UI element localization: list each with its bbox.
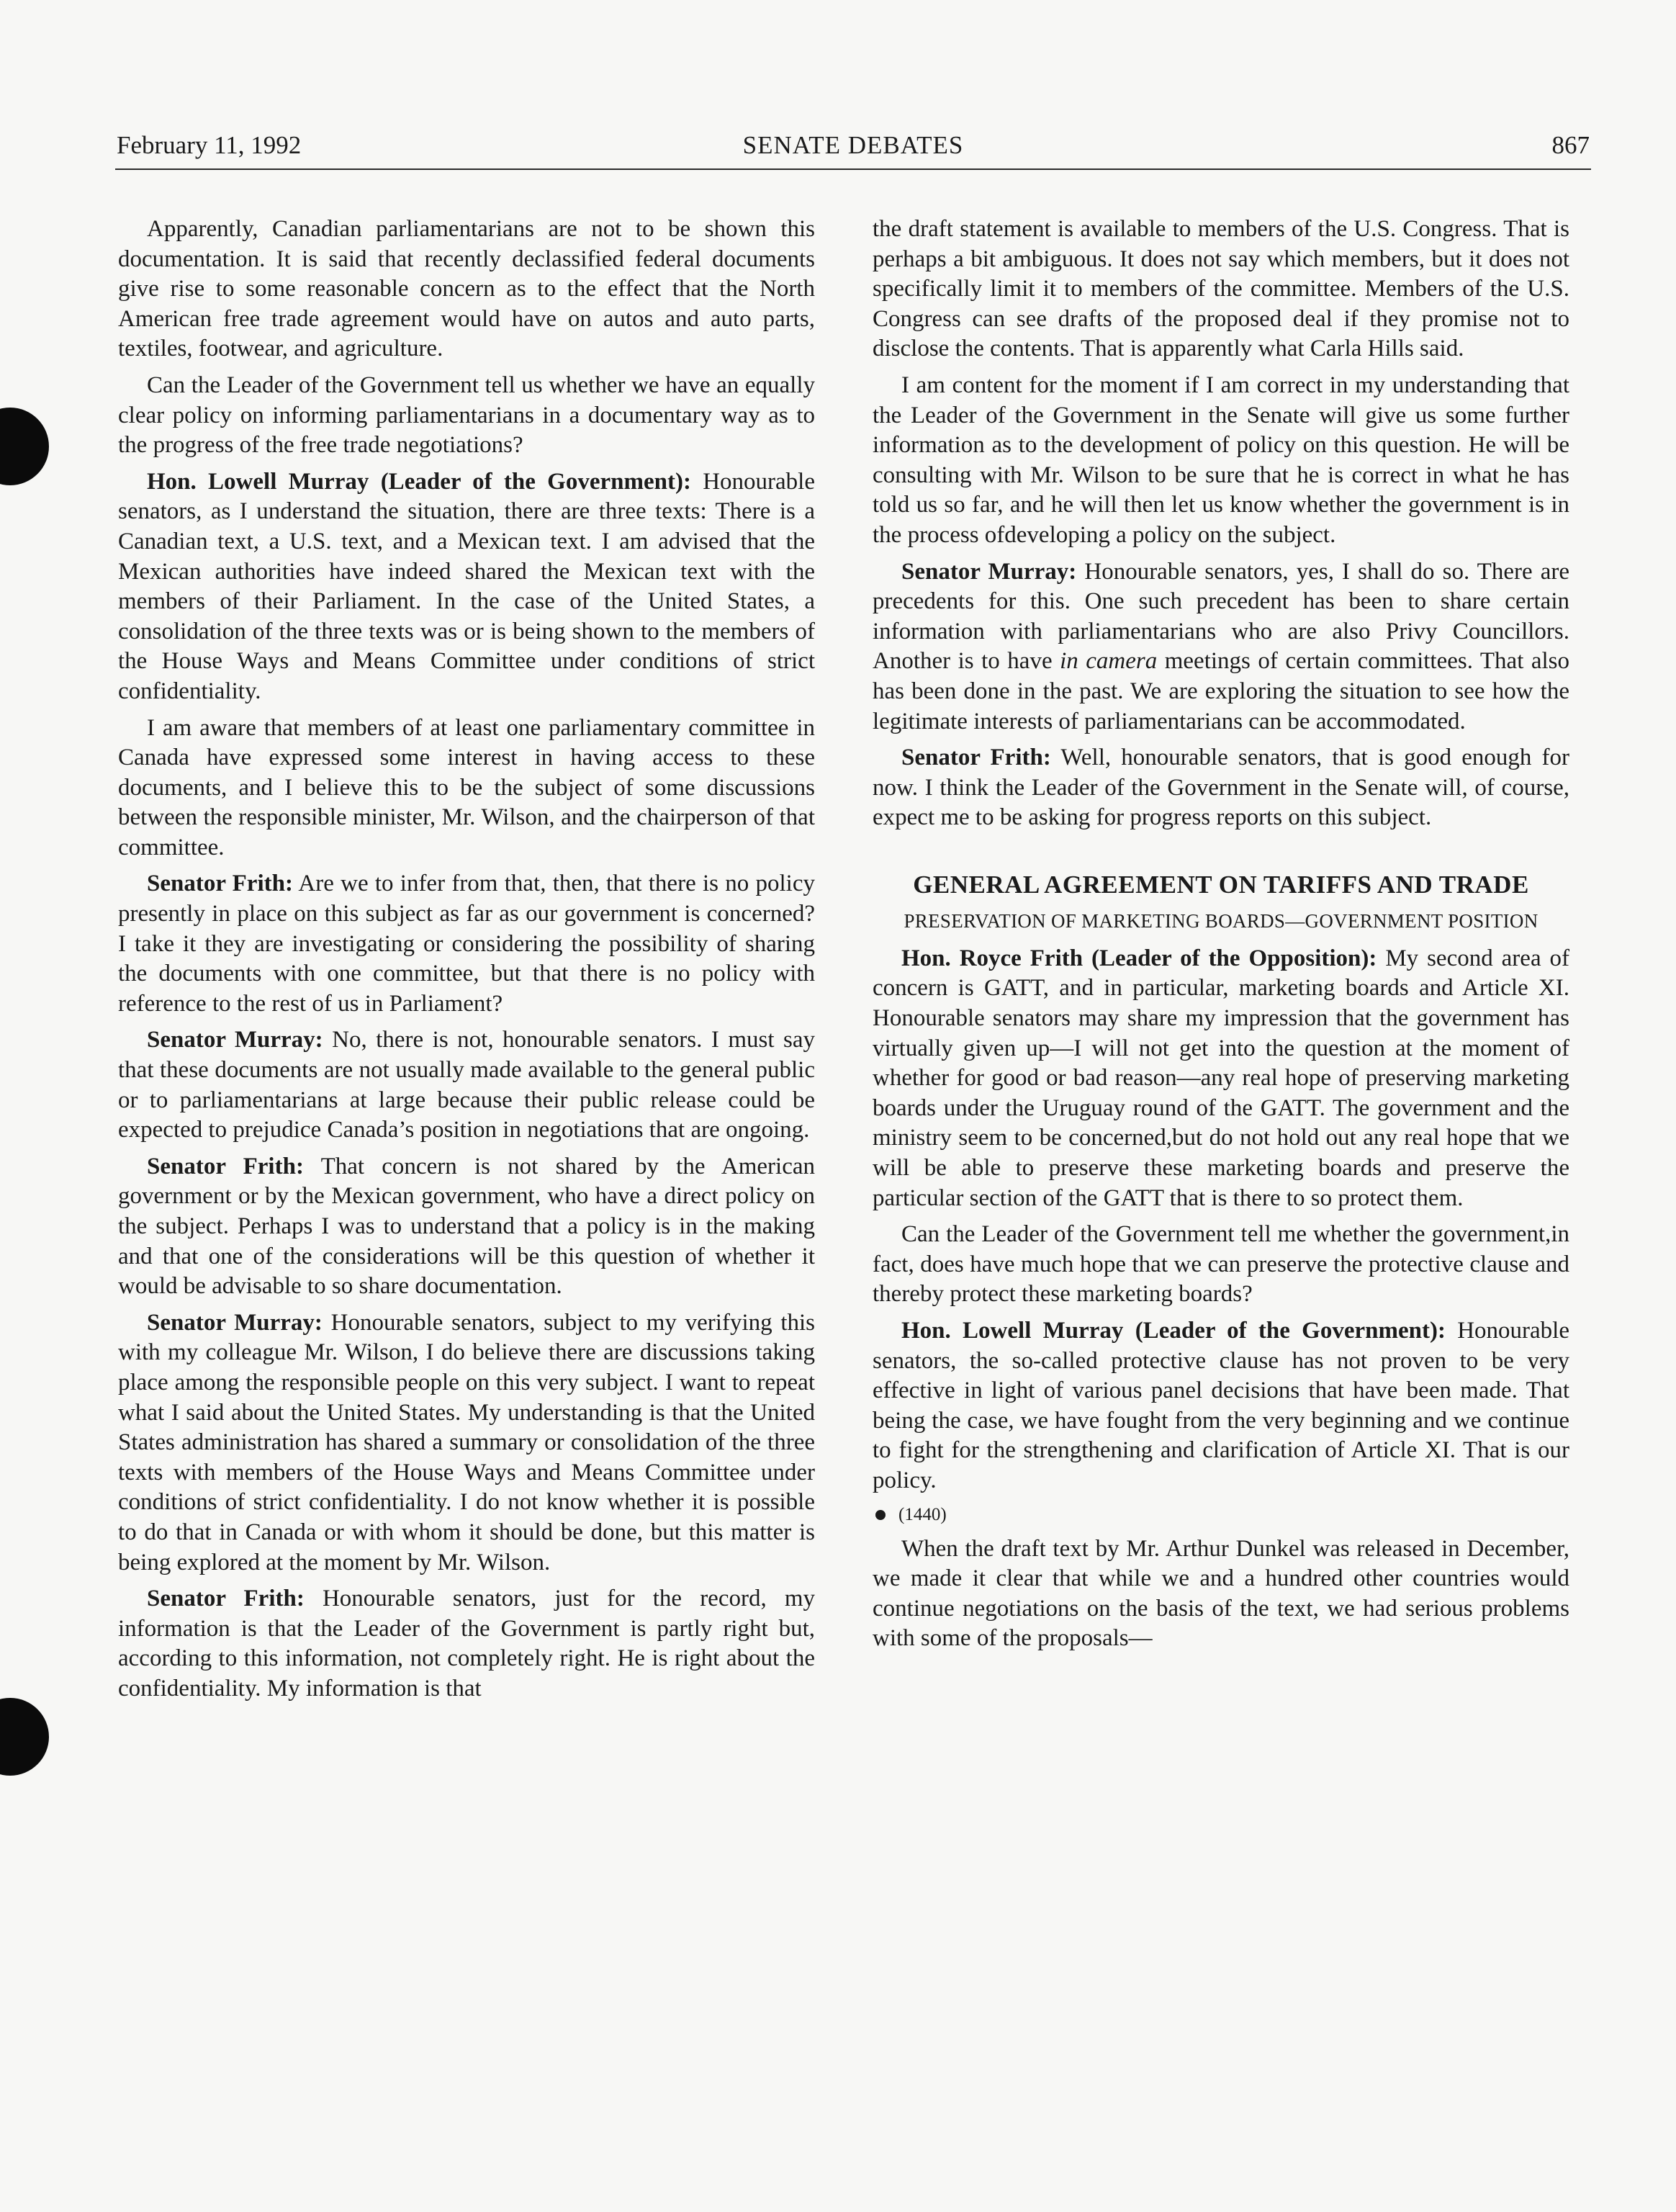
- speaker-name: Hon. Royce Frith (Leader of the Opposition):: [901, 945, 1377, 971]
- speaker-name: Senator Frith:: [147, 1586, 305, 1612]
- paragraph: [118, 714, 815, 863]
- paragraph: [873, 1316, 1569, 1496]
- speaker-name: Senator Murray:: [901, 558, 1077, 585]
- section-heading: GENERAL AGREEMENT ON TARIFFS AND TRADE: [913, 870, 1529, 899]
- paragraph-text: Can the Leader of the Government tell me whether the government,in fact, does have much hope that we can preserve the protective clause and thereby protect these marketing boards?: [873, 1221, 1569, 1308]
- paragraph: [873, 1220, 1569, 1310]
- paragraph-text: Well, honourable senators, that is good enough for now. I think the Leader of the Government in the Senate will, of course, expect me to be asking for progress reports on this subject.: [873, 745, 1570, 831]
- paragraph: [118, 1584, 815, 1704]
- left-column: [118, 215, 815, 1711]
- paragraph-text: I am aware that members of at least one parliamentary committee in Canada have expressed some interest in having access to these documents, and I believe this to be the subject of some discussions between the responsible minister, Mr. Wilson, and the chairperson of that committee.: [118, 714, 815, 860]
- paragraph: [118, 467, 815, 707]
- paragraph-text: I am content for the moment if I am correct in my understanding that the Leader of the Government in the Senate will give us some further information as to the development of policy on this question. He will be consulting with Mr. Wilson to be sure that he is correct in what he has told us so far, and he will then let us know whether the government is in the process ofdeveloping a policy on the subject.: [873, 372, 1569, 548]
- paragraph: [873, 1534, 1569, 1654]
- paragraph-text: Can the Leader of the Government tell us whether we have an equally clear policy on informing parliamentarians in a documentary way as to the progress of the free trade negotiations?: [118, 372, 815, 459]
- paragraph-text: Honourable senators, yes, I shall do so. There are precedents for this. One such precedent has been to share certain information with parliamentarians who are also Privy Councillors. Another is to have: [873, 558, 1569, 675]
- header-page-number: 867: [1551, 131, 1590, 159]
- italic-phrase: in camera: [1060, 648, 1158, 675]
- speaker-name: Senator Frith:: [901, 745, 1051, 771]
- paragraph: [118, 1025, 815, 1145]
- paragraph-text: No, there is not, honourable senators. I must say that these documents are not usually made available to the general public or to parliamentarians at large because their public release could be expected to prejudice Canada’s position in negotiations that are ongoing.: [118, 1027, 815, 1143]
- paragraph: [873, 743, 1569, 833]
- bullet-icon: [875, 1510, 886, 1520]
- binder-hole-bottom: [0, 1698, 49, 1776]
- speaker-name: Senator Frith:: [147, 871, 293, 897]
- paragraph-continuation: the draft statement is available to members of the U.S. Congress. That is perhaps a bit ambiguous. It does not say which members, but it does not specifically limit it to members of the committee. Members of the U.S. Congress can see drafts of the proposed deal if they promise not to disclose the contents. That is apparently what Carla Hills said.: [873, 216, 1569, 362]
- binder-hole-top: [0, 408, 49, 485]
- page-header: [115, 130, 1591, 170]
- speaker-name: Hon. Lowell Murray (Leader of the Government):: [901, 1318, 1446, 1344]
- time-marker: [873, 1503, 1569, 1527]
- paragraph: [118, 215, 815, 364]
- speaker-name: Senator Murray:: [147, 1027, 323, 1053]
- paragraph: [873, 944, 1569, 1213]
- paragraph: [118, 371, 815, 461]
- right-column: [873, 215, 1569, 1660]
- speaker-name: Senator Frith:: [147, 1153, 304, 1179]
- header-date: February 11, 1992: [117, 131, 302, 159]
- paragraph-text: Honourable senators, just for the record, my information is that the Leader of the Government is partly right but, according to this information, not completely right. He is right about the confidentiality. My information is that: [118, 1586, 816, 1701]
- paragraph-text: Are we to infer from that, then, that there is no policy presently in place on this subject as far as our government is concerned? I take it they are investigating or considering the possibility of sharing the documents with one committee, but that there is no policy with reference to the rest of us in Parliament?: [118, 871, 815, 1017]
- paragraph-text: My second area of concern is GATT, and in particular, marketing boards and Article XI. Honourable senators may share my impression that the government has virtually given up—I will not get into the question at the moment of whether for good or bad reason—any real hope of preserving marketing boards under the Uruguay round of the GATT. The government and the ministry seem to be concerned,but do not hold out any real hope that we will be able to preserve these marketing boards and preserve the particular section of the GATT that is there to so protect them.: [873, 945, 1570, 1211]
- speaker-name: Senator Murray:: [147, 1309, 323, 1336]
- paragraph-text: That concern is not shared by the American government or by the Mexican government, who have a direct policy on the subject. Perhaps I was to understand that a policy is in the making and that one of the considerations will be this question of whether it would be advisable to so share documentation.: [118, 1153, 815, 1300]
- paragraph: [118, 1152, 815, 1302]
- section-subheading: PRESERVATION OF MARKETING BOARDS—GOVERNMENT POSITION: [904, 909, 1538, 932]
- paragraph-text: When the draft text by Mr. Arthur Dunkel was released in December, we made it clear that while we and a hundred other countries would continue negotiations on the basis of the text, we had serious problems with some of the proposals—: [873, 1535, 1569, 1652]
- paragraph: [118, 1308, 815, 1578]
- paragraph-text: meetings of certain committees. That also has been done in the past. We are exploring the situation to see how the legitimate interests of parliamentarians can be accommodated.: [873, 648, 1570, 734]
- header-title: SENATE DEBATES: [742, 131, 964, 159]
- paragraph: [118, 869, 815, 1019]
- speaker-name: Hon. Lowell Murray (Leader of the Government):: [147, 468, 691, 495]
- paragraph: [873, 557, 1569, 737]
- time-marker-text: (1440): [898, 1504, 947, 1524]
- paragraph-text: Apparently, Canadian parliamentarians are not to be shown this documentation. It is said that recently declassified federal documents give rise to some reasonable concern as to the effect that the North American free trade agreement would have on autos and auto parts, textiles, footwear, and agriculture.: [118, 216, 815, 362]
- paragraph-text: Honourable senators, the so-called protective clause has not proven to be very effective in light of various panel decisions that have been made. That being the case, we have fought from the very beginning and we continue to fight for the strengthening and clarification of Article XI. That is our policy.: [873, 1318, 1569, 1493]
- paragraph-text: Honourable senators, as I understand the situation, there are three texts: There is a Canadian text, a U.S. text, and a Mexican text. I am advised that the Mexican authorities have indeed shared the Mexican text with the members of their Parliament. In the case of the United States, a consolidation of the three texts was or is being shown to the members of the House Ways and Means Committee under conditions of strict confidentiality.: [118, 468, 815, 704]
- paragraph: [873, 371, 1569, 551]
- paragraph-text: Honourable senators, subject to my verifying this with my colleague Mr. Wilson, I do believe there are discussions taking place among the responsible people on this very subject. I want to repeat what I said about the United States. My understanding is that the United States administration has shared a summary or consolidation of the three texts with members of the House Ways and Means Committee under conditions of strict confidentiality. I do not know whether it is possible to do that in Canada or with whom it should be done, but this matter is being explored at the moment by Mr. Wilson.: [118, 1309, 815, 1575]
